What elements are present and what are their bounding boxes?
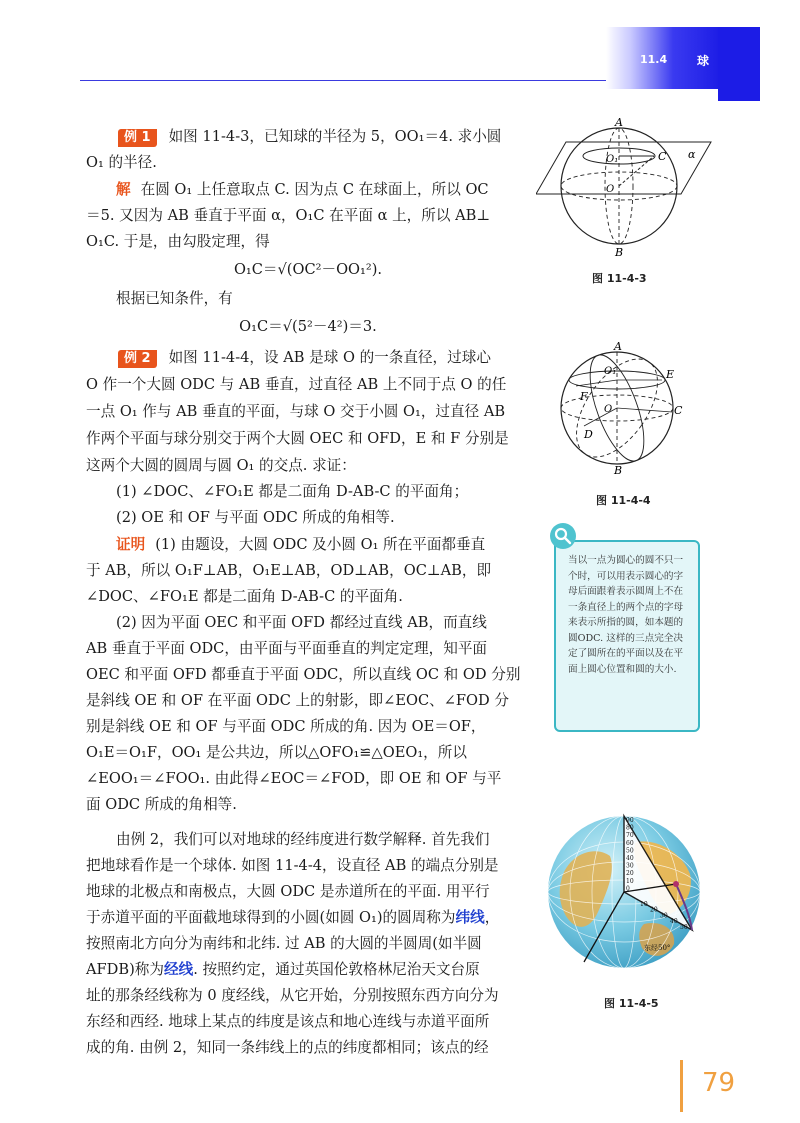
- para-l8: 东经和西经. 地球上某点的纬度是该点和地心连线与赤道平面所: [86, 1013, 490, 1030]
- tick-label: 0: [626, 885, 630, 893]
- tick-label: 40: [626, 855, 634, 862]
- label-o1: O₁: [606, 154, 619, 165]
- para-l9: 成的角. 由例 2，知同一条纬线上的点的纬度都相同；该点的经: [86, 1039, 489, 1056]
- ex2-p9: O₁E＝O₁F，OO₁ 是公共边，所以△OFO₁≌△OEO₁，所以: [86, 744, 467, 761]
- ex2-claim-2: (2) OE 和 OF 与平面 ODC 所成的角相等.: [116, 509, 395, 526]
- ex2-p10: ∠EOO₁＝∠FOO₁. 由此得∠EOC＝∠FOD，即 OE 和 OF 与平: [86, 770, 502, 787]
- ex2-p6: OEC 和平面 OFD 都垂直于平面 ODC，所以直线 OC 和 OD 分别: [86, 666, 521, 683]
- tick-label: 20: [626, 870, 634, 878]
- tick-label: 50: [626, 847, 634, 855]
- segment-oc: [617, 408, 672, 412]
- ex1-s1: 在圆 O₁ 上任意取点 C. 因为点 C 在球面上，所以 OC: [140, 181, 489, 198]
- tick-label: 40: [670, 918, 678, 926]
- label-alpha: α: [688, 148, 696, 161]
- magnifier-icon: [550, 523, 576, 549]
- tick-label: 20: [650, 906, 658, 914]
- ex2-p3: ∠DOC、∠FO₁E 都是二面角 D-AB-C 的平面角.: [86, 588, 403, 605]
- ex1-s2: ＝5. 又因为 AB 垂直于平面 α，O₁C 在平面 α 上，所以 AB⊥: [86, 207, 491, 224]
- section-number: 11.4: [640, 53, 668, 66]
- ex1-s3: O₁C. 于是，由勾股定理，得: [86, 233, 270, 250]
- ex2-q3: 一点 O₁ 作与 AB 垂直的平面，与球 O 交于小圆 O₁，过直径 AB: [86, 403, 506, 420]
- ex2-p5: AB 垂直于平面 ODC，由平面与平面垂直的判定定理，知平面: [86, 640, 488, 657]
- para-l7: 址的那条经线称为 0 度经线，从它开始，分别按照东西方向分为: [86, 987, 499, 1004]
- longitude-label: 东经50°: [644, 944, 671, 952]
- ex2-p8: 别是斜线 OE 和 OF 与平面 ODC 所成的角. 因为 OE＝OF，: [86, 718, 486, 735]
- term-latitude: 纬线: [455, 909, 485, 926]
- label-b: B: [615, 246, 624, 258]
- label-e: E: [666, 368, 675, 381]
- caption-11-4-3: 图 11-4-3: [592, 272, 647, 285]
- para-l4a: 于赤道平面的平面截地球得到的小圆(如圆 O₁)的圆周称为: [86, 909, 456, 926]
- plane-alpha: [536, 142, 711, 194]
- ex2-label: 例 2: [118, 350, 157, 368]
- label-o: O: [604, 404, 613, 415]
- label-b: B: [614, 464, 623, 474]
- figure-11-4-4: [554, 342, 694, 474]
- ex1-question-line: [86, 127, 530, 147]
- proof-label: 证明: [116, 536, 146, 553]
- tick-label: 30: [660, 912, 668, 920]
- caption-11-4-5: 图 11-4-5: [604, 997, 659, 1010]
- tick-label: 10: [640, 900, 648, 908]
- ex2-p11: 面 ODC 所成的角相等.: [86, 796, 237, 813]
- figure-11-4-5-globe: [544, 812, 704, 972]
- tick-label: 80: [626, 824, 634, 832]
- term-longitude: 经线: [163, 961, 194, 978]
- solution-label: 解: [116, 181, 131, 198]
- figure-11-4-3: [536, 118, 716, 258]
- segment-o1f: [576, 380, 617, 386]
- para-l3: 地球的北极点和南极点，大圆 ODC 是赤道所在的平面. 用平行: [86, 883, 490, 900]
- para-l5: 按照南北方向分为南纬和北纬. 过 AB 的大圆的半圆周(如半圆: [86, 935, 482, 952]
- tip-text: 当以一点为圆心的圆不只一个时，可以用表示圆心的字母后面跟着表示圆周上不在一条直径上的两个点的字母来表示所指的圆，如本题的圆ODC. 这样的三点完全决定了圆所在的平面以及在平面上圆心位置和圆的大小.: [568, 555, 684, 675]
- caption-11-4-4: 图 11-4-4: [596, 494, 651, 507]
- ex2-q5: 这两个大圆的圆周与圆 O₁ 的交点. 求证：: [86, 457, 356, 474]
- tick-label: 50: [680, 924, 688, 931]
- ex2-question-line: [86, 348, 530, 368]
- para-l2: 把地球看作是一个球体. 如图 11-4-4，设直径 AB 的端点分别是: [86, 857, 499, 874]
- tick-label: 30: [626, 862, 634, 870]
- ex2-p7: 是斜线 OE 和 OF 在平面 ODC 上的射影，即∠EOC、∠FOD 分: [86, 692, 509, 709]
- label-a: A: [614, 342, 622, 353]
- label-f: F: [580, 390, 588, 403]
- tick-label: 60: [626, 839, 634, 847]
- para-l4b: ，: [484, 909, 500, 926]
- ex2-q2: O 作一个大圆 ODC 与 AB 垂直，过直径 AB 上不同于点 O 的任: [86, 376, 507, 393]
- para-l6b: . 按照约定，通过英国伦敦格林尼治天文台原: [193, 961, 480, 978]
- ex2-p4: (2) 因为平面 OEC 和平面 OFD 都经过直线 AB，而直线: [116, 614, 487, 631]
- tick-label: 10: [626, 877, 634, 885]
- tick-label: 70: [626, 832, 634, 840]
- ex2-proof-line: [116, 535, 530, 555]
- ex1-solution-line: [116, 180, 530, 200]
- ex1-label: 例 1: [118, 129, 157, 147]
- ex2-claim-1: (1) ∠DOC、∠FO₁E 都是二面角 D-AB-C 的平面角；: [116, 483, 469, 500]
- ex1-s4: 根据已知条件，有: [116, 290, 233, 307]
- header-bar: [718, 27, 760, 101]
- ex2-q4: 作两个平面与球分别交于两个大圆 OEC 和 OFD，E 和 F 分别是: [86, 430, 509, 447]
- tick-label: 90: [626, 817, 634, 824]
- label-c: C: [658, 150, 667, 163]
- ex2-q1: 如图 11-4-4，设 AB 是球 O 的一条直径，过球心: [168, 349, 491, 366]
- para-l1: 由例 2，我们可以对地球的经纬度进行数学解释. 首先我们: [116, 831, 490, 848]
- page-number-rule: [680, 1060, 683, 1112]
- para-l6a: AFDB)称为: [86, 961, 164, 978]
- ex2-p1: (1) 由题设，大圆 ODC 及小圆 O₁ 所在平面都垂直: [155, 536, 486, 553]
- para-l6: [86, 960, 530, 980]
- ex2-p2: 于 AB，所以 O₁F⊥AB，O₁E⊥AB，OD⊥AB，OC⊥AB，即: [86, 562, 492, 579]
- point-marker: [673, 881, 679, 887]
- label-o: O: [606, 184, 615, 195]
- page-number: 79: [702, 1068, 736, 1098]
- label-d: D: [584, 428, 593, 441]
- ex1-formula-2: O₁C＝√(5²－4²)＝3.: [239, 318, 377, 335]
- label-o1: O₁: [604, 366, 617, 377]
- label-c: C: [674, 404, 683, 417]
- ex1-formula-1: O₁C＝√(OC²－OO₁²).: [233, 261, 383, 278]
- label-a: A: [615, 118, 623, 129]
- section-title: 球: [697, 54, 710, 68]
- para-l4: [86, 908, 530, 928]
- ex1-q2: O₁ 的半径.: [86, 154, 157, 171]
- ex1-q1: 如图 11-4-3，已知球的半径为 5，OO₁＝4. 求小圆: [168, 128, 502, 145]
